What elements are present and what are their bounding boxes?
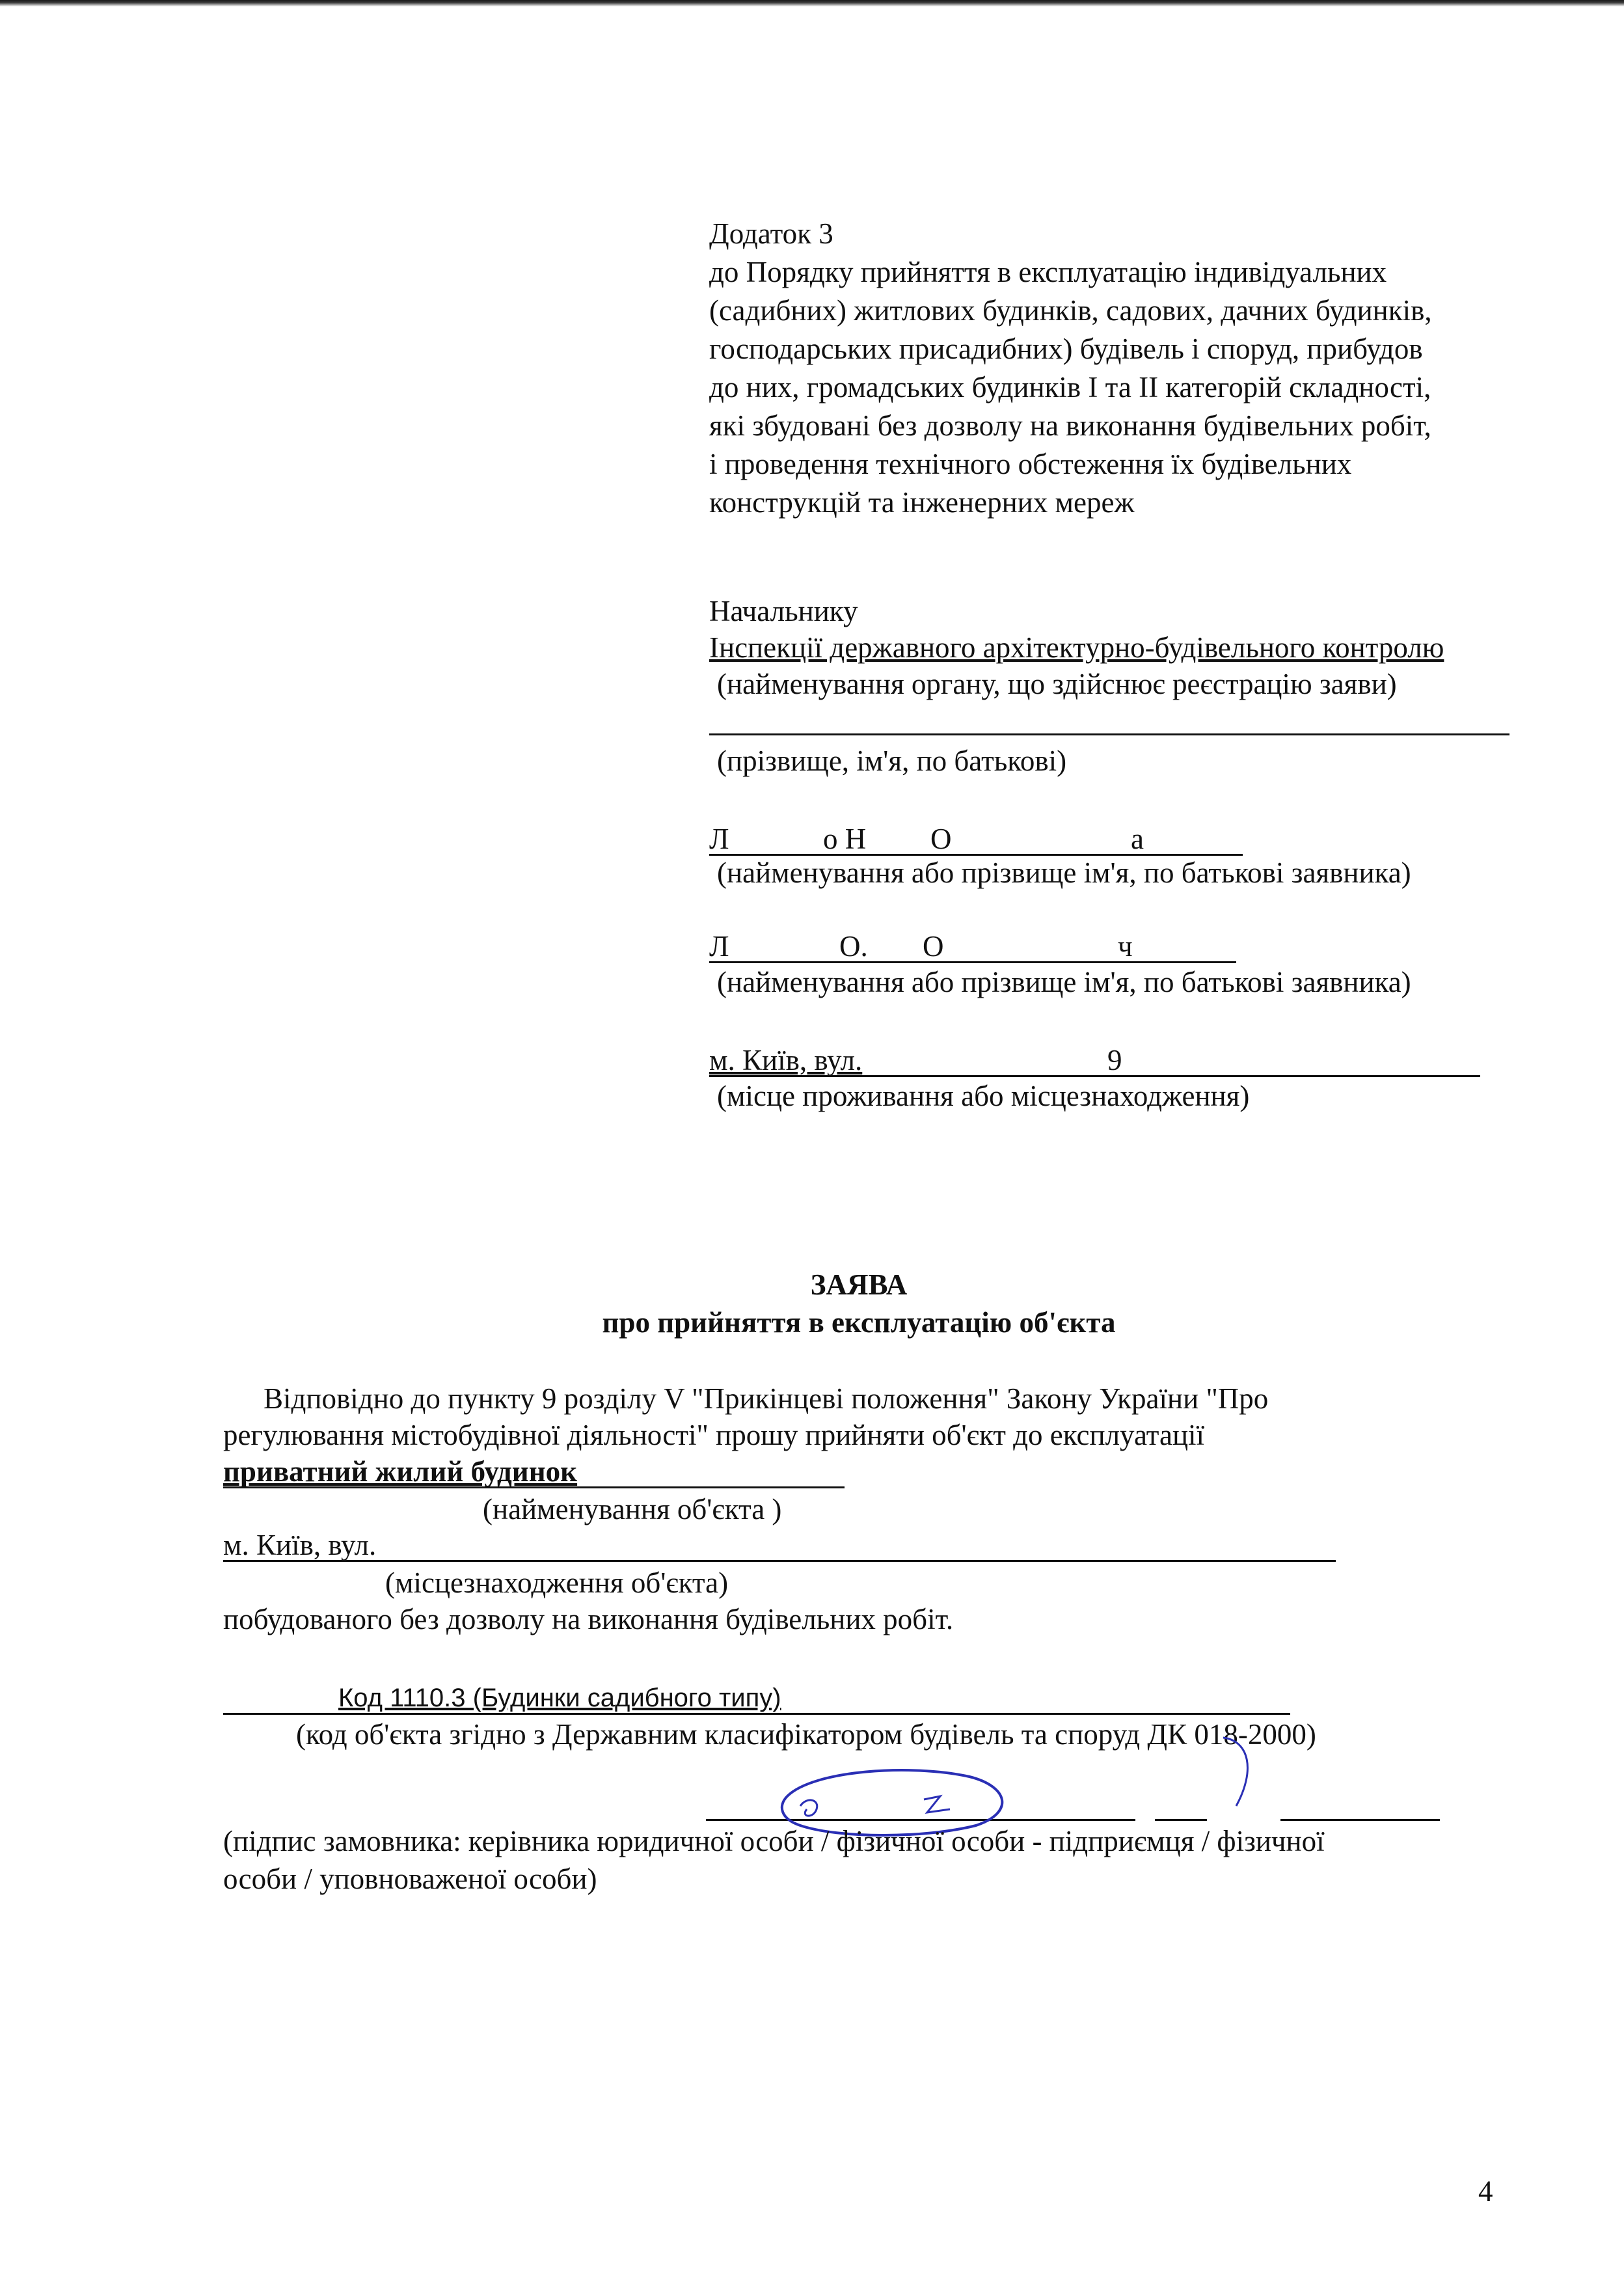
applicant2-part: О.	[839, 930, 868, 963]
object-code: Код 1110.3 (Будинки садибного типу)	[338, 1684, 781, 1712]
applicant2-part: О	[923, 930, 944, 963]
applicant2-caption: (найменування або прізвище ім'я, по батькові заявника)	[717, 966, 1411, 998]
signature-line-end	[1280, 1819, 1440, 1821]
location-underline	[223, 1560, 1336, 1562]
scan-edge	[0, 0, 1624, 7]
applicant1-part: О	[930, 823, 952, 855]
object-name: приватний жилий будинок	[223, 1455, 578, 1488]
object-name-underline	[223, 1486, 845, 1488]
statement-paragraph-line: Відповідно до пункту 9 розділу V "Прикінцеві положення" Закону України "Про	[264, 1382, 1269, 1415]
appendix-line: (садибних) житлових будинків, садових, дачних будинків,	[709, 294, 1432, 327]
applicant2-part: ч	[1118, 930, 1133, 963]
location-prefix: м. Київ, вул.	[223, 1529, 377, 1561]
appendix-header	[709, 215, 1555, 522]
residence-number: 9	[1107, 1044, 1122, 1076]
applicant1-part: а	[1131, 823, 1144, 855]
location-caption: (місцезнаходження об'єкта)	[385, 1566, 729, 1599]
appendix-line: і проведення технічного обстеження їх будівельних	[709, 448, 1352, 480]
appendix-line: господарських присадибних) будівель і споруд, прибудов	[709, 333, 1423, 365]
applicant1-part: Л	[709, 823, 729, 855]
appendix-line: до них, громадських будинків І та ІІ категорій складності,	[709, 371, 1431, 403]
name-fill-line	[709, 733, 1509, 735]
signature-caption-line: (підпис замовника: керівника юридичної особи / фізичної особи - підприємця / фізичної	[223, 1825, 1325, 1857]
code-underline	[223, 1713, 1290, 1715]
applicant1-caption: (найменування або прізвище ім'я, по батькові заявника)	[717, 856, 1411, 889]
appendix-line: до Порядку прийняття в експлуатацію індивідуальних	[709, 256, 1387, 288]
addressee-organ-caption: (найменування органу, що здійснює реєстрацію заяви)	[717, 668, 1397, 700]
residence-caption: (місце проживання або місцезнаходження)	[717, 1080, 1250, 1112]
object-caption: (найменування об'єкта )	[483, 1493, 782, 1525]
page-number: 4	[1478, 2175, 1493, 2208]
appendix-line: конструкцій та інженерних мереж	[709, 486, 1135, 519]
statement-paragraph-line: регулювання містобудівної діяльності" прошу прийняти об'єкт до експлуатації	[223, 1419, 1205, 1451]
signature-line-dash	[1155, 1819, 1207, 1821]
statement-subtitle: про прийняття в експлуатацію об'єкта	[602, 1306, 1116, 1339]
addressee-organ: Інспекції державного архітектурно-будівельного контролю	[709, 631, 1444, 664]
applicant1-part: о Н	[823, 823, 867, 855]
appendix-line: Додаток 3	[709, 217, 833, 250]
code-caption: (код об'єкта згідно з Державним класифікатором будівель та споруд ДК 018-2000)	[296, 1718, 1316, 1751]
applicant2-part: Л	[709, 930, 729, 963]
signature-caption-line: особи / уповноваженої особи)	[223, 1863, 597, 1895]
signature-stroke	[1210, 1731, 1262, 1816]
statement-title: ЗАЯВА	[810, 1268, 908, 1301]
addressee-title: Начальнику	[709, 595, 858, 627]
built-note: побудованого без дозволу на виконання будівельних робіт.	[223, 1603, 954, 1635]
residence-prefix: м. Київ, вул.	[709, 1044, 863, 1076]
name-caption: (прізвище, ім'я, по батькові)	[717, 745, 1067, 777]
appendix-line: які збудовані без дозволу на виконання будівельних робіт,	[709, 409, 1431, 442]
